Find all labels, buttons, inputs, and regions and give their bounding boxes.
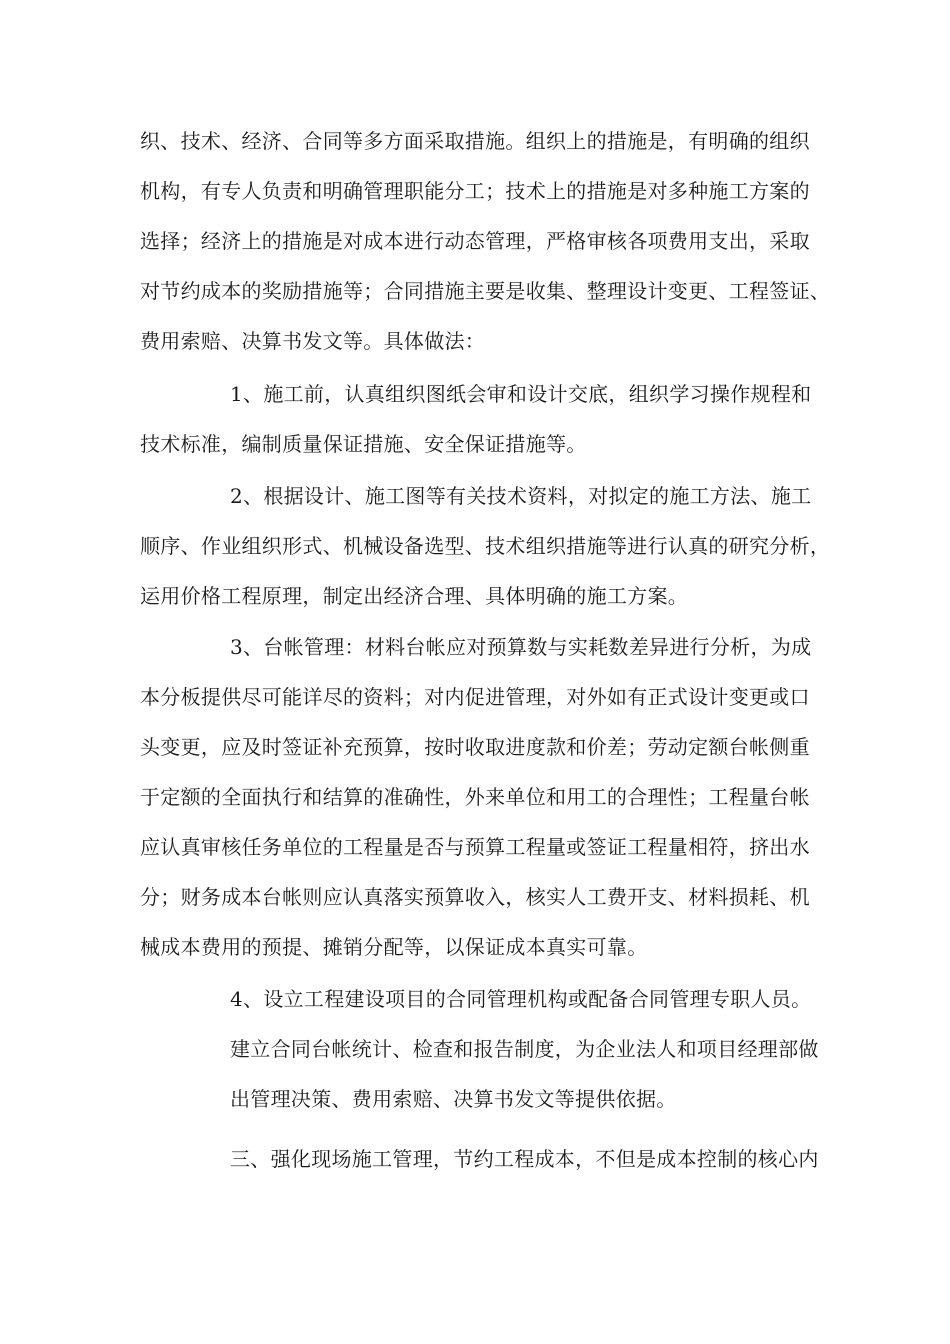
text-line: 于定额的全面执行和结算的准确性，外来单位和用工的合理性；工程量台帐 — [140, 785, 810, 809]
text-line: 分；财务成本台帐则应认真落实预算收入，核实人工费开支、材料损耗、机 — [140, 885, 810, 909]
text-line: 出管理决策、费用索赔、决算书发文等提供依据。 — [230, 1087, 677, 1111]
text-line: 机构，有专人负责和明确管理职能分工；技术上的措施是对多种施工方案的 — [140, 179, 810, 203]
text-line: 顺序、作业组织形式、机械设备选型、技术组织措施等进行认真的研究分析， — [140, 534, 831, 558]
text-line: 4、设立工程建设项目的合同管理机构或配备合同管理专职人员。 — [230, 987, 812, 1011]
text-line: 2、根据设计、施工图等有关技术资料，对拟定的施工方法、施工 — [230, 484, 812, 508]
text-line: 3、台帐管理：材料台帐应对预算数与实耗数差异进行分析，为成 — [230, 635, 812, 659]
text-line: 1、施工前，认真组织图纸会审和设计交底，组织学习操作规程和 — [230, 382, 812, 406]
text-line: 建立合同台帐统计、检查和报告制度，为企业法人和项目经理部做 — [230, 1037, 819, 1061]
text-line: 本分板提供尽可能详尽的资料；对内促进管理，对外如有正式设计变更或口 — [140, 685, 810, 709]
text-line: 应认真审核任务单位的工程量是否与预算工程量或签证工程量相符，挤出水 — [140, 835, 810, 859]
text-line: 费用索赔、决算书发文等。具体做法： — [140, 329, 486, 353]
text-line: 三、强化现场施工管理，节约工程成本，不但是成本控制的核心内 — [230, 1147, 819, 1171]
text-line: 对节约成本的奖励措施等；合同措施主要是收集、整理设计变更、工程签证、 — [140, 279, 831, 303]
text-line: 械成本费用的预提、摊销分配等，以保证成本真实可靠。 — [140, 935, 648, 959]
text-line: 技术标准，编制质量保证措施、安全保证措施等。 — [140, 432, 587, 456]
text-line: 织、技术、经济、合同等多方面采取措施。组织上的措施是，有明确的组织 — [140, 129, 810, 153]
text-line: 运用价格工程原理，制定出经济合理、具体明确的施工方案。 — [140, 584, 689, 608]
text-line: 头变更，应及时签证补充预算，按时收取进度款和价差；劳动定额台帐侧重 — [140, 735, 810, 759]
text-line: 选择；经济上的措施是对成本进行动态管理，严格审核各项费用支出，采取 — [140, 229, 810, 253]
